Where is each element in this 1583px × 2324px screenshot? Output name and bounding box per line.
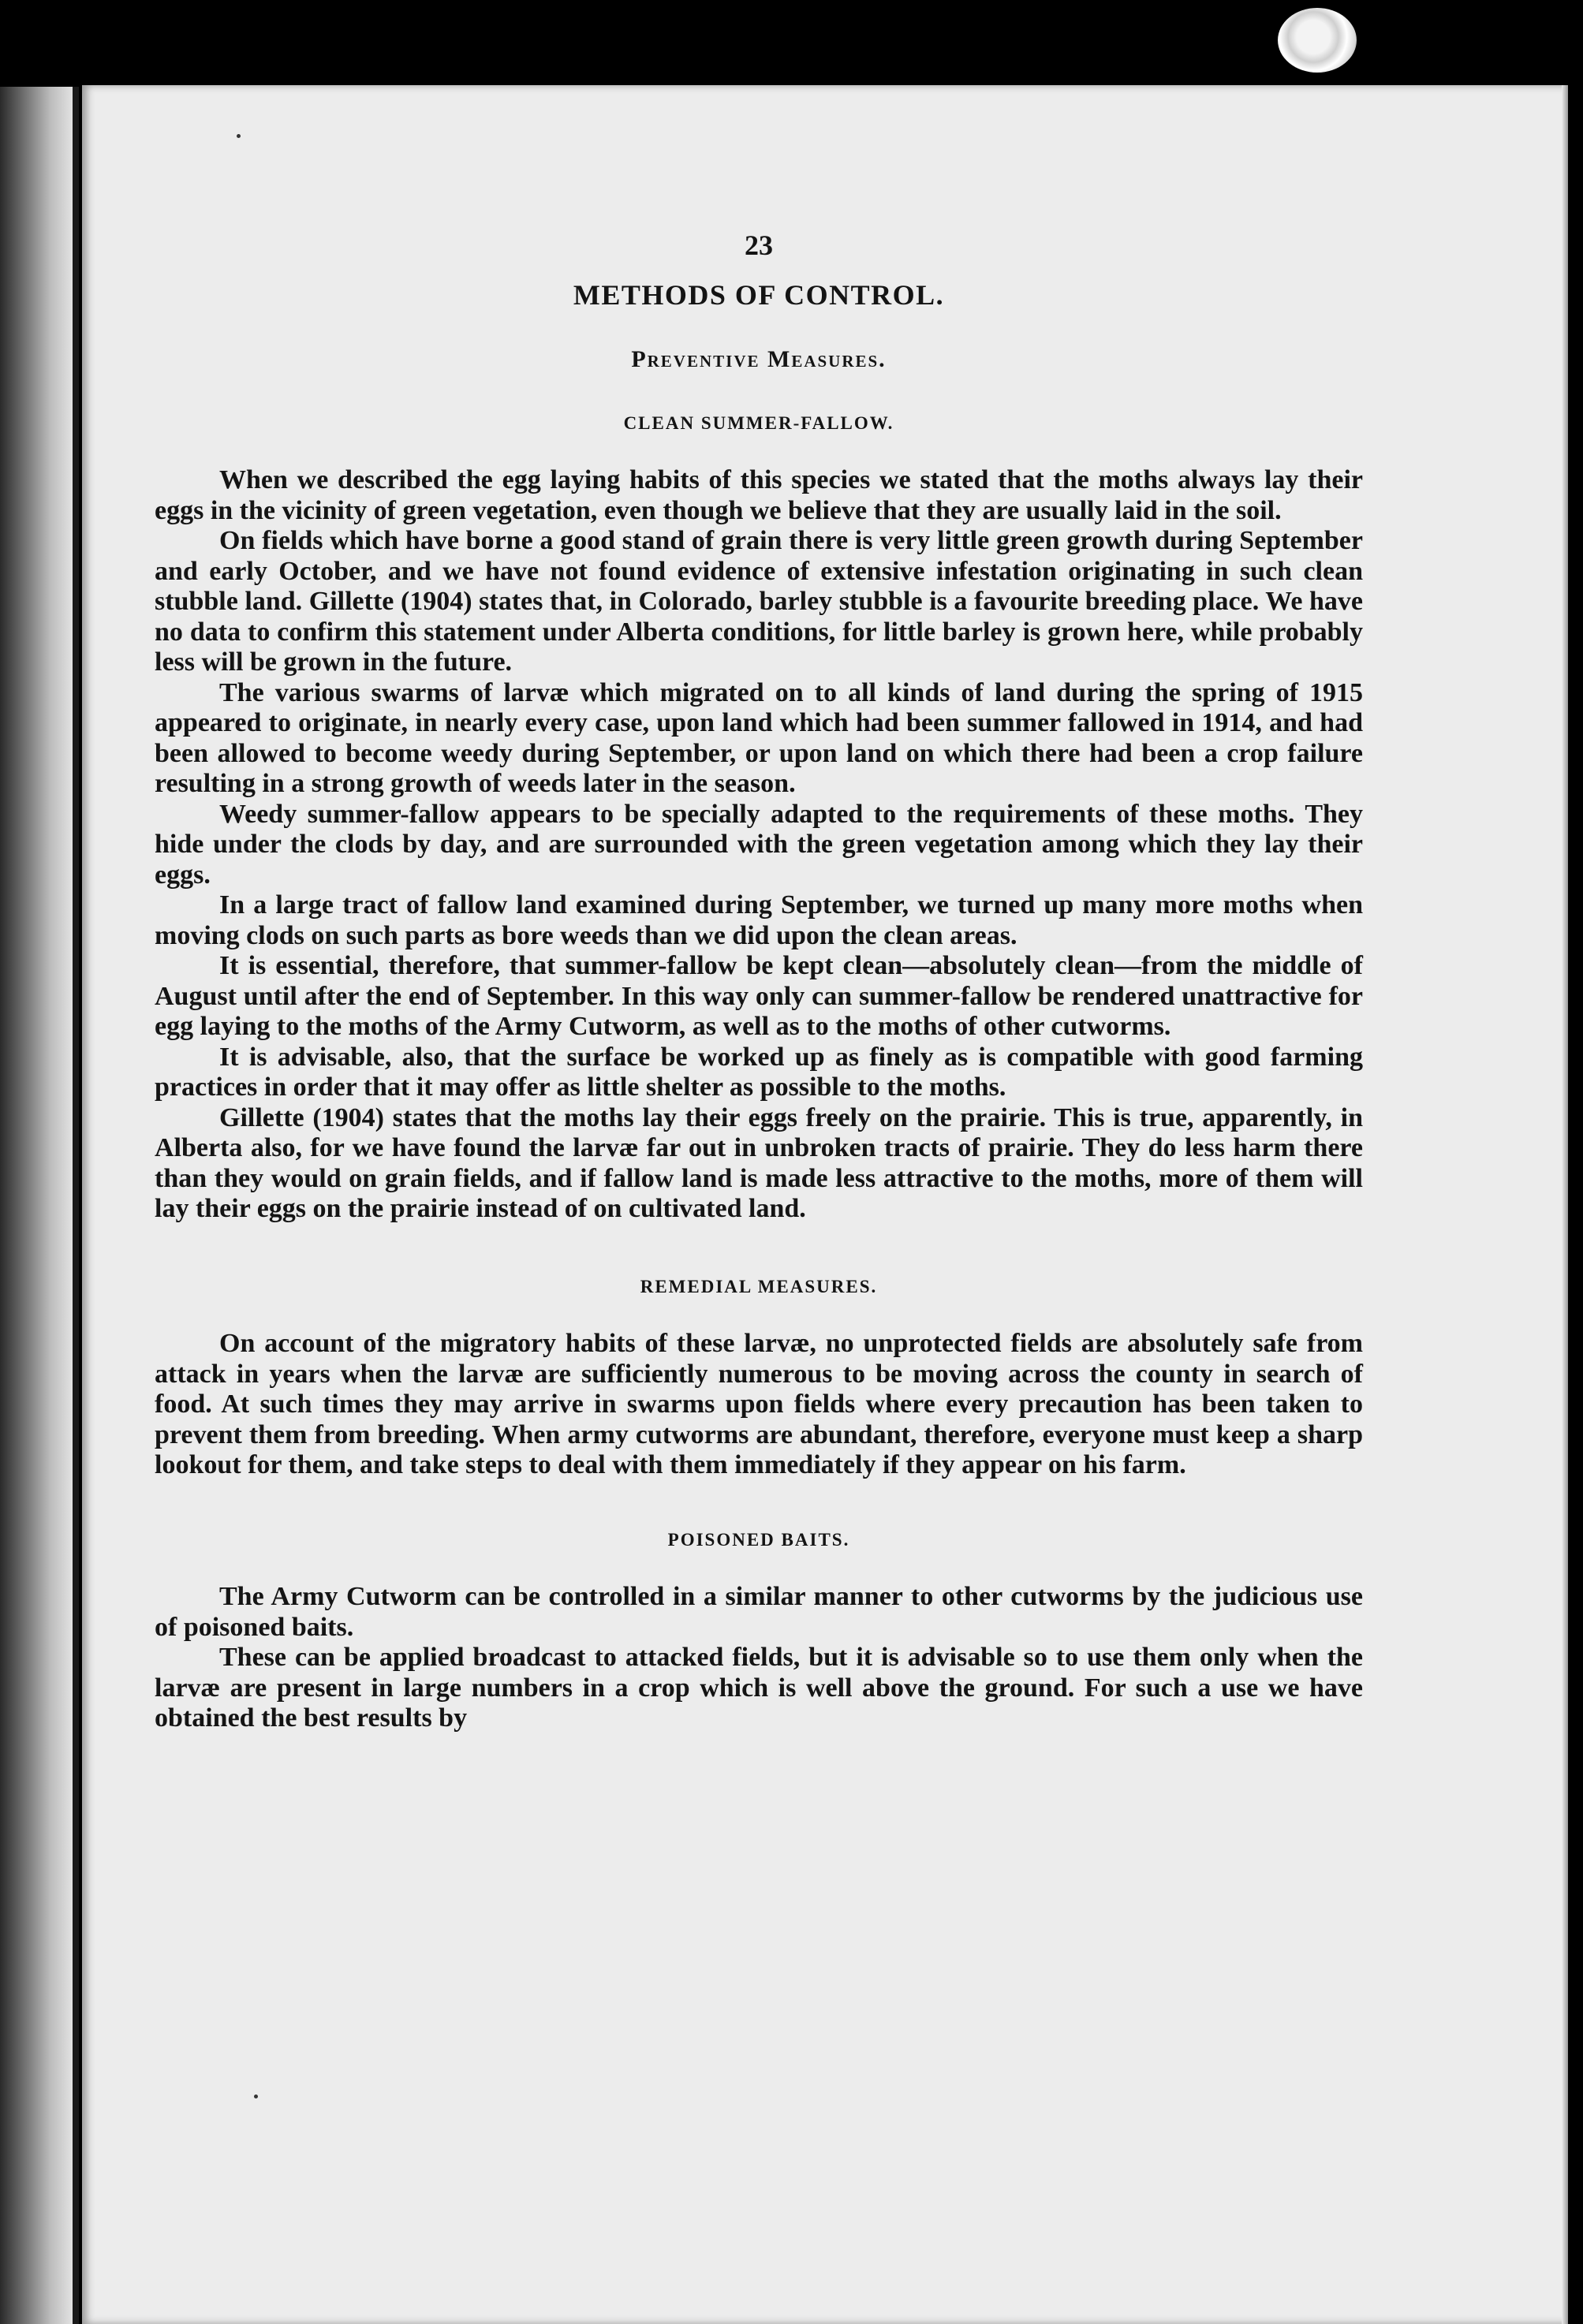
page-number: 23 — [745, 229, 773, 261]
page-edge-shadow — [1562, 85, 1568, 2324]
paragraph: When we described the egg laying habits of this species we stated that the moths always lay their eggs in the vicinity of green vegetation, even though we believe that they are usually laid in the soil. — [155, 465, 1363, 525]
speck — [237, 134, 241, 138]
paragraph: The various swarms of larvæ which migrated on to all kinds of land during the spring of 1915 appeared to originate, in nearly every case, upon land which had been summer fallowed in 1914, and had been allowed to become weedy during September, or upon land on which there had been a crop failure resulting in a strong growth of weeds later in the season. — [155, 677, 1363, 798]
subsection-heading-clean-summer-fallow: CLEAN SUMMER-FALLOW. — [623, 412, 894, 433]
text-column — [155, 230, 1363, 1734]
paragraph: These can be applied broadcast to attacked fields, but it is advisable so to use them only when the larvæ are present in large numbers in a crop which is well above the ground. For such a use we have obtained the best results by — [155, 1643, 1363, 1733]
speck — [254, 2095, 258, 2098]
paragraph: It is essential, therefore, that summer-fallow be kept clean—absolutely clean—from the middle of August until after the end of September. In this way only can summer-fallow be rendered unattractive for egg laying to the moths of the Army Cutworm, as well as to the moths of other cutworms. — [155, 951, 1363, 1041]
left-page-edge — [0, 87, 73, 2324]
paragraph: The Army Cutworm can be controlled in a similar manner to other cutworms by the judicious use of poisoned baits. — [155, 1582, 1363, 1642]
paragraph: In a large tract of fallow land examined during September, we turned up many more moths when moving clods on such parts as bore weeds than we did upon the clean areas. — [155, 890, 1363, 950]
paragraph: On account of the migratory habits of these larvæ, no unprotected fields are absolutely safe from attack in years when the larvæ are sufficiently numerous to be moving across the county in search of food. At such times they may arrive in swarms upon fields where every precaution has been taken to prevent them from breeding. When army cutworms are abundant, therefore, everyone must keep a sharp lookout for them, and take steps to deal with them immediately if they appear on his farm. — [155, 1329, 1363, 1479]
paragraph: Gillette (1904) states that the moths lay their eggs freely on the prairie. This is true, apparently, in Alberta also, for we have found the larvæ far out in unbroken tracts of prairie. They do less harm there than they would on grain fields, and if fallow land is made less attractive to the moths, more of them will lay their eggs on the prairie instead of on cultivated land. — [155, 1102, 1363, 1223]
library-seal-icon — [1278, 8, 1357, 73]
paragraph: On fields which have borne a good stand of grain there is very little green growth during September and early October, and we have not found evidence of extensive infestation originating in such clean stubble land. Gillette (1904) states that, in Colorado, barley stubble is a favourite breeding place. We have no data to confirm this statement under Alberta conditions, for little barley is grown here, while probably less will be grown in the future. — [155, 526, 1363, 677]
subsection-heading-remedial-measures: REMEDIAL MEASURES. — [640, 1276, 878, 1296]
page-title: METHODS OF CONTROL. — [573, 278, 945, 311]
spacer — [155, 1225, 1363, 1272]
paragraph: Weedy summer-fallow appears to be specially adapted to the requirements of these moths. They hide under the clods by day, and are surrounded with the green vegetation among which they lay their eggs. — [155, 799, 1363, 890]
subsection-heading-poisoned-baits: POISONED BAITS. — [667, 1529, 850, 1550]
spacer — [155, 1481, 1363, 1525]
paragraph: It is advisable, also, that the surface be worked up as finely as is compatible with good farming practices in order that it may offer as little shelter as possible to the moths. — [155, 1042, 1363, 1102]
section-heading: Preventive Measures. — [631, 346, 887, 372]
